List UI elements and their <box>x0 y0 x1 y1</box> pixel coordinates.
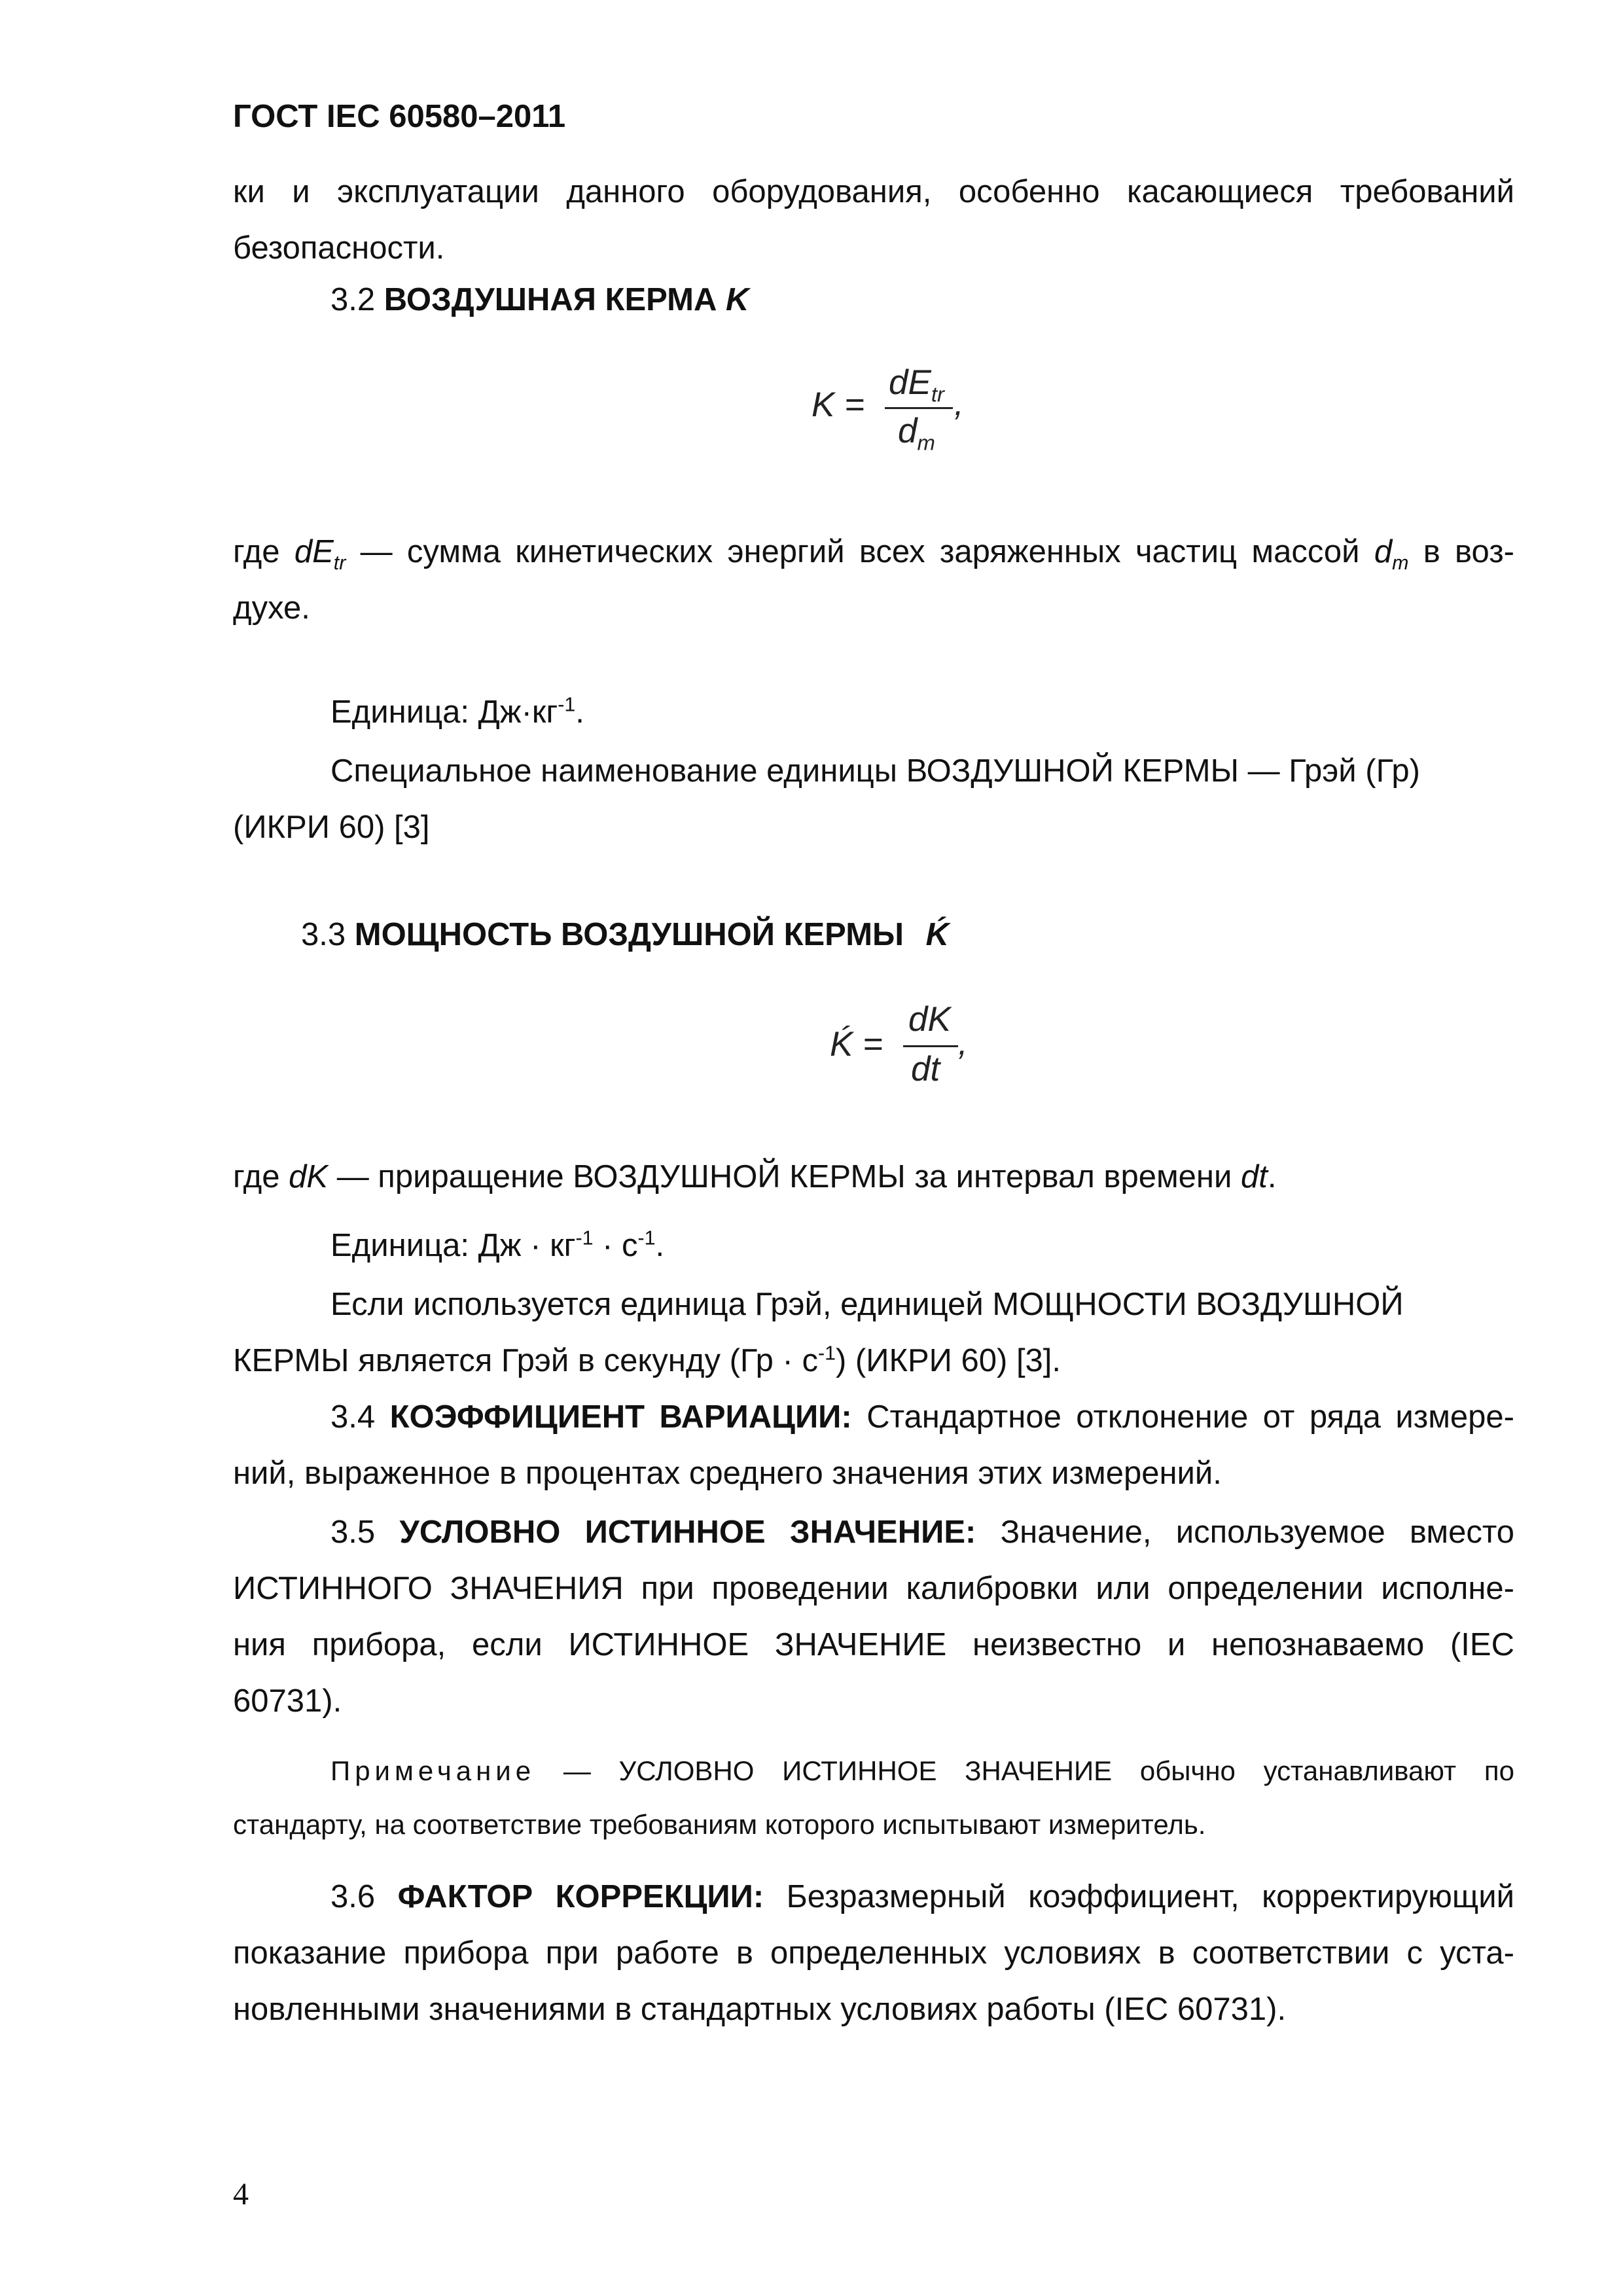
section-title: ВОЗДУШНАЯ КЕРМА <box>383 282 717 317</box>
section-3-5-line-1: 3.5 УСЛОВНО ИСТИННОЕ ЗНАЧЕНИЕ: Значение, используемое вместо <box>330 1515 1514 1550</box>
section-3-6-line-2: показание прибора при работе в определенных условиях в соответствии с уста- <box>233 1935 1514 1971</box>
section-title: КОЭФФИЦИЕНТ ВАРИАЦИИ: <box>389 1399 852 1435</box>
formula-air-kerma <box>812 363 982 465</box>
fraction-bar <box>885 407 953 409</box>
section-3-2-special-line-2: (ИКРИ 60) [3] <box>233 810 430 845</box>
section-title: ФАКТОР КОРРЕКЦИИ: <box>397 1879 764 1914</box>
section-3-5-line-2: ИСТИННОГО ЗНАЧЕНИЯ при проведении калибровки или определении исполне- <box>233 1571 1514 1606</box>
section-3-3-heading <box>301 906 949 963</box>
section-title: УСЛОВНО ИСТИННОЕ ЗНАЧЕНИЕ: <box>399 1515 976 1550</box>
variable-dm: $d_m$ <box>1374 534 1409 574</box>
section-3-4-line-1: 3.4 КОЭФФИЦИЕНТ ВАРИАЦИИ: Стандартное отклонение от ряда измере- <box>330 1399 1514 1435</box>
note-line-1: Примечание — УСЛОВНО ИСТИННОЕ ЗНАЧЕНИЕ обычно устанавливают по <box>330 1755 1514 1786</box>
note-line-2: стандарту, на соответствие требованиям которого испытывают измеритель. <box>233 1809 1206 1840</box>
fraction-bar <box>903 1045 958 1047</box>
section-3-2-where-line-2: духе. <box>233 590 310 626</box>
section-3-6-line-1: 3.6 ФАКТОР КОРРЕКЦИИ: Безразмерный коэффициент, корректирующий <box>330 1879 1514 1914</box>
section-3-6-line-3: новленными значениями в стандартных условиях работы (IEC 60731). <box>233 1992 1287 2027</box>
variable-dt: dt <box>1240 1159 1268 1194</box>
variable-dK: dK <box>289 1159 329 1194</box>
intro-line-2: безопасности. <box>233 230 445 266</box>
section-3-2-heading <box>330 272 749 328</box>
section-symbol: Ḱ <box>925 917 950 952</box>
formula-comma: , <box>954 384 964 423</box>
section-3-3-where: где dK — приращение ВОЗДУШНОЙ КЕРМЫ за интервал времени dt. <box>233 1159 1277 1194</box>
intro-line-1: ки и эксплуатации данного оборудования, особенно касающиеся требований <box>233 174 1514 209</box>
section-number: 3.2 <box>330 282 376 317</box>
section-3-3-if-line-2: КЕРМЫ является Грэй в секунду $(Гр \cdot с^{-1})$ (ИКРИ 60) [3]. <box>233 1342 1061 1378</box>
document-header: ГОСТ IEC 60580–2011 <box>233 99 566 134</box>
section-3-5-line-3: ния прибора, если ИСТИННОЕ ЗНАЧЕНИЕ неизвестно и непознаваемо (IEC <box>233 1627 1514 1662</box>
section-3-2-special-line-1: Специальное наименование единицы ВОЗДУШНОЙ КЕРМЫ — Грэй (Гр) <box>330 753 1420 789</box>
page-number: 4 <box>233 2177 249 2212</box>
variable-dEtr: $dE_{tr}$ <box>294 534 346 574</box>
formula-lhs: Ḱ = <box>830 1025 883 1064</box>
formula-air-kerma-rate <box>830 1000 987 1103</box>
note-label: Примечание <box>330 1755 536 1786</box>
formula-numerator: $dE_{tr}$ <box>889 363 944 406</box>
formula-denominator: $d_m$ <box>898 412 935 455</box>
section-3-5-line-4: 60731). <box>233 1683 342 1719</box>
section-3-4-line-2: ний, выраженное в процентах среднего значения этих измерений. <box>233 1456 1222 1491</box>
section-3-2-where-line-1: где $dE_{tr}$ — сумма кинетических энергий всех заряженных частиц массой $d_m$ в воз- <box>233 534 1514 574</box>
formula-comma: , <box>958 1024 968 1062</box>
section-3-3-unit: Единица: Дж · $кг^{-1} \cdot с^{-1}$. <box>330 1227 665 1263</box>
section-symbol: K <box>726 282 749 317</box>
formula-denominator: dt <box>911 1050 940 1088</box>
section-title: МОЩНОСТЬ ВОЗДУШНОЙ КЕРМЫ <box>354 917 904 952</box>
formula-lhs: K = <box>812 386 865 424</box>
formula-numerator: dK <box>908 1000 951 1039</box>
section-3-2-unit: Единица: $Дж\cdot кг^{-1}$. <box>330 693 584 730</box>
section-3-3-if-line-1: Если используется единица Грэй, единицей МОЩНОСТИ ВОЗДУШНОЙ <box>330 1287 1404 1322</box>
section-number: 3.3 <box>301 917 346 952</box>
